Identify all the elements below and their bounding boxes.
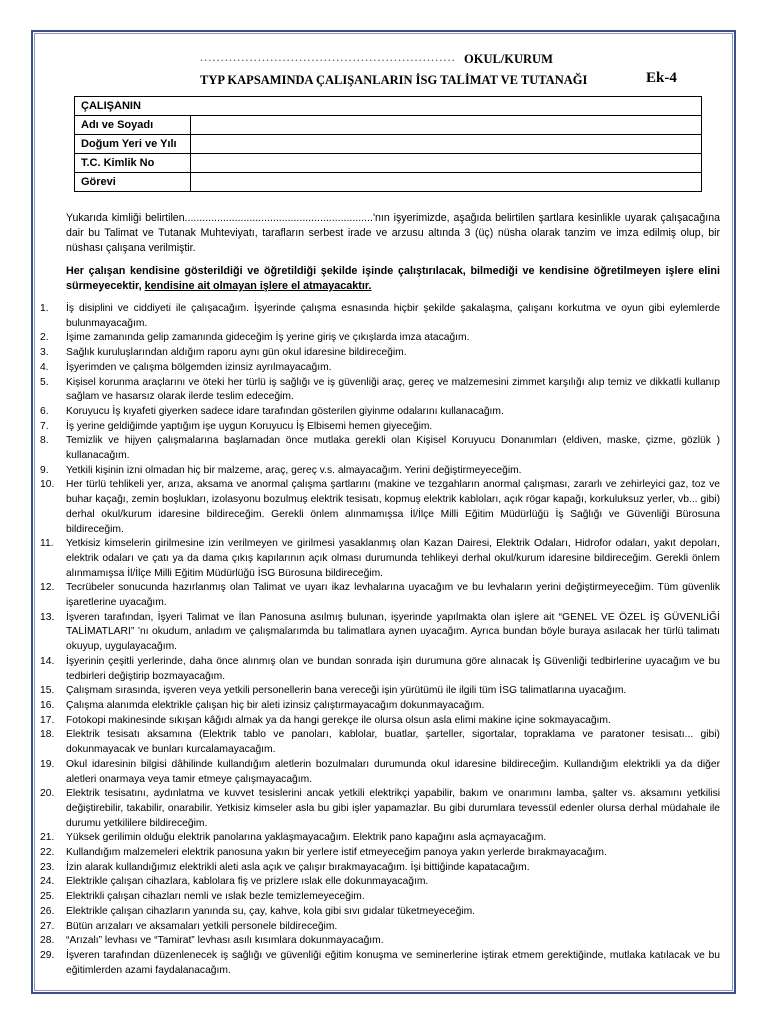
- rule-number: 24.: [40, 876, 55, 888]
- table-row: [75, 116, 702, 135]
- rule-number: 2.: [40, 332, 49, 344]
- rule-number: 1.: [40, 303, 49, 314]
- rule-number: 12.: [40, 582, 55, 594]
- rule-text: İşveren tarafından düzenlenecek iş sağlığı ve güvenliği eğitim konuşma ve seminerlerine iştirak etmem gerektiğinde, mutlaka katılacak ve bu eğitimlerden azami faydalanacağım.: [66, 949, 720, 976]
- rule-number: 8.: [40, 435, 49, 447]
- rule-number: 3.: [40, 347, 49, 359]
- bold-note: [66, 264, 720, 294]
- list-item: [40, 331, 720, 346]
- rule-text: Okul idaresinin bilgisi dâhilinde kullandığım aletlerin bozulmaları durumunda okul idaresine bildireceğim. Kullandığım elektrikli ya da diğer aletleri onarmaya veya tamir etmeye çalışmayacağım.: [66, 758, 720, 785]
- list-item: [40, 861, 720, 876]
- rule-text: İşyerinin çeşitli yerlerinde, daha önce alınmış olan ve bundan sonrada işin durumuna göre alınacak İş Güvenliği tedbirlerine uyacağım ve bu tedbirleri değiştirip bozmayacağım.: [66, 655, 720, 682]
- rule-number: 23.: [40, 861, 55, 873]
- rule-text: İşime zamanında gelip zamanında gideceğim İş yerine giriş ve çıkışlarda imza atacağım.: [66, 332, 470, 344]
- rule-text: Elektrik tesisatı aksamına (Elektrik tablo ve panoları, kablolar, buatlar, şarteller, sigortalar, topraklama ve paratoner tesisatı... gibi) dokunmayacak ve bunları kurcalamayacağım.: [66, 729, 720, 756]
- rule-number: 20.: [40, 788, 55, 800]
- institution-label: OKUL/KURUM: [464, 52, 553, 66]
- intro-paragraph: Yukarıda kimliği belirtilen................................................................'nın işyerimizde, aşağıda belirtilen şartlara kesinlikle uyarak çalışacağına dair bu Talimat ve Tutanak Muhteviyatı, tarafların serbest irade ve arzusu altında 3 (üç) nüsha olarak tanzim ve imza edilmiş olup, bir nüshası çalışana verilmiştir.: [66, 212, 720, 254]
- birth-field[interactable]: [191, 135, 702, 154]
- rule-text: İş disiplini ve ciddiyeti ile çalışacağım. İşyerinde çalışma esnasında hiçbir şekilde şakalaşma, çalışanı korkutma ve oyun gibi eylemlerde bulunmayacağım.: [66, 303, 720, 329]
- rule-number: 26.: [40, 905, 55, 917]
- list-item: [40, 831, 720, 846]
- list-item: [40, 684, 720, 699]
- list-item: [40, 890, 720, 905]
- rule-number: 14.: [40, 655, 55, 667]
- rule-text: Temizlik ve hijyen çalışmalarına başlamadan önce mutlaka gerekli olan Kişisel Koruyucu Donanımları (eldiven, maske, çizme, gözlük ) kullanacağım.: [66, 435, 720, 462]
- list-item: [40, 728, 720, 757]
- rule-number: 4.: [40, 361, 49, 373]
- rule-text: İş yerine geldiğimde yaptığım işe uygun Koruyucu İş Elbisemi hemen giyeceğim.: [66, 420, 433, 432]
- rule-text: Kişisel korunma araçlarını ve öteki her türlü iş sağlığı ve iş güvenliği araç, gereç ve malzemesini zimmet karşılığı alıp temiz ve dikkatli kullanıp sağlam ve hasarsız olarak ilerde teslim edeceğim.: [66, 376, 720, 403]
- rule-number: 5.: [40, 376, 49, 388]
- rule-text: Sağlık kuruluşlarından aldığım raporu aynı gün okul idaresine bildireceğim.: [66, 347, 407, 359]
- employee-section-label: ÇALIŞANIN: [75, 97, 702, 116]
- list-item: [40, 405, 720, 420]
- bold-note-underlined: kendisine ait olmayan işlere el atmayacaktır.: [144, 280, 372, 292]
- rule-text: İzin alarak kullandığımız elektrikli aleti asla açık ve çalışır bırakmayacağım. İşi bittiğinde kapatacağım.: [66, 861, 530, 873]
- rule-text: Bütün arızaları ve aksamaları yetkili personele bildireceğim.: [66, 920, 338, 932]
- bold-note-text: Her çalışan kendisine gösterildiği ve öğretildiği şekilde işinde çalıştırılacak, bilmediği ve kendisine öğretilmeyen işlere elini sürmeyecektir,: [66, 265, 720, 292]
- institution-dots: ..............................................................: [200, 50, 456, 64]
- rule-number: 29.: [40, 949, 55, 961]
- list-item: [40, 434, 720, 463]
- rule-number: 17.: [40, 714, 55, 726]
- row-label-id: T.C. Kimlik No: [75, 154, 191, 173]
- rule-number: 18.: [40, 729, 55, 741]
- employee-table: [74, 96, 702, 192]
- list-item: [40, 699, 720, 714]
- form-code: Ek-4: [646, 70, 677, 86]
- list-item: [40, 581, 720, 610]
- rule-number: 7.: [40, 420, 49, 432]
- table-row: [75, 135, 702, 154]
- list-item: [40, 302, 720, 331]
- list-item: [40, 934, 720, 949]
- rule-text: Her türlü tehlikeli yer, arıza, aksama ve anormal çalışma şartlarını (makine ve tezgahların anormal çalışması, zararlı ve zehirleyici gaz, toz ve buhar kaçağı, zemin boşlukları, izolasyonu bozulmuş elektrik tesisatı, kopmuş elektrik kabloları, açık rögar kapağı, korkuluksuz yerler, vb... gibi) derhal okul/kurum idaresine bildireceğim. Gerekli önlem alınmamışsa İl/İlçe Milli Eğitim Müdürlüğü İş Sağlığı ve Güvenliği Bürosuna bildireceğim.: [66, 479, 720, 535]
- list-item: [40, 787, 720, 831]
- list-item: [40, 949, 720, 978]
- rule-number: 25.: [40, 891, 55, 903]
- list-item: [40, 846, 720, 861]
- rule-text: Kullandığım malzemeleri elektrik panosuna yakın bir yerlere istif etmeyeceğim panoya yakın yerlerde bırakmayacağım.: [66, 847, 607, 859]
- rule-text: Yetkisiz kimselerin girilmesine izin verilmeyen ve girilmesi yasaklanmış olan Kazan Dairesi, Elektrik Odaları, Hidrofor odaları, yakıt depoları, elektrik odaları ve çatı ya da dama çıkış kapılarının açık olması durumunda tehlikeyi derhal okul/kurum idaresine bildireceğim. Gerekli önlem alınmamışsa İl/İlçe Milli Eğitim Müdürlüğü İSG Bürosuna bildireceğim.: [66, 538, 720, 579]
- list-item: [40, 920, 720, 935]
- employee-table-header-row: [75, 97, 702, 116]
- rule-text: “Arızalı” levhası ve “Tamirat” levhası asılı kısımlara dokunmayacağım.: [66, 935, 384, 947]
- rule-text: Fotokopi makinesinde sıkışan kâğıdı almak ya da hangi gerekçe ile olursa olsun asla elimi makine içine sokmayacağım.: [66, 714, 611, 726]
- list-item: [40, 346, 720, 361]
- table-row: [75, 154, 702, 173]
- list-item: [40, 537, 720, 581]
- list-item: [40, 478, 720, 537]
- list-item: [40, 714, 720, 729]
- rule-number: 28.: [40, 935, 55, 947]
- rule-text: Yüksek gerilimin olduğu elektrik panolarına yaklaşmayacağım. Elektrik pano kapağını asla açmayacağım.: [66, 832, 547, 844]
- list-item: [40, 464, 720, 479]
- rule-text: Elektrikle çalışan cihazlara, kablolara fiş ve prizlere ıslak elle dokunmayacağım.: [66, 876, 429, 888]
- rule-text: İşveren tarafından, İşyeri Talimat ve İlan Panosuna asılmış bulunan, işyerinde yapılmakta olan işlere ait “GENEL VE ÖZEL İŞ GÜVENLİĞİ TALİMATLARI” ’nı okudum, anladım ve çalışmalarımda bu talimatlara aynen uyacağım. Ayrıca bundan böyle buraya asılacak her türlü talimatı okuyup, uygulayacağım.: [66, 611, 720, 653]
- id-field[interactable]: [191, 154, 702, 173]
- rule-text: Koruyucu İş kıyafeti giyerken sadece idare tarafından gösterilen giyinme odalarını kullanacağım.: [66, 405, 504, 417]
- rule-number: 16.: [40, 699, 55, 711]
- rule-text: Yetkili kişinin izni olmadan hiç bir malzeme, araç, gereç v.s. almayacağım. Yerini değiştirmeyeceğim.: [66, 464, 522, 476]
- rule-number: 13.: [40, 611, 55, 623]
- list-item: [40, 361, 720, 376]
- rule-number: 10.: [40, 479, 55, 491]
- rules-list: [40, 302, 720, 978]
- name-field[interactable]: [191, 116, 702, 135]
- rule-text: Çalışma alanımda elektrikle çalışan hiç bir aleti izinsiz çalıştırmayacağım dokunmayacağım.: [66, 699, 485, 711]
- row-label-birth: Doğum Yeri ve Yılı: [75, 135, 191, 154]
- list-item: [40, 655, 720, 684]
- list-item: [40, 611, 720, 655]
- rule-number: 22.: [40, 847, 55, 859]
- list-item: [40, 376, 720, 405]
- rule-text: İşyerimden ve çalışma bölgemden izinsiz ayrılmayacağım.: [66, 361, 332, 373]
- rule-text: Tecrübeler sonucunda hazırlanmış olan Talimat ve uyarı ikaz levhalarına uyacağım ve bu levhaların yerini değiştirmeyeceğim. Tüm güvenlik işaretlerine uyacağım.: [66, 582, 720, 609]
- rule-number: 6.: [40, 405, 49, 417]
- list-item: [40, 875, 720, 890]
- rule-number: 9.: [40, 464, 49, 476]
- rule-text: Çalışmam sırasında, işveren veya yetkili personellerin bana vereceği işin yürütümü ile ilgili tüm İSG talimatlarına uyacağım.: [66, 685, 627, 697]
- row-label-position: Görevi: [75, 173, 191, 192]
- rule-number: 19.: [40, 758, 55, 770]
- rule-number: 27.: [40, 920, 55, 932]
- rule-text: Elektrik tesisatını, aydınlatma ve kuvvet tesislerini ancak yetkili elektrikçi yapabilir, bakım ve onarımını lamba, şalter vs. aksamını yetkilisi değiştirebilir, takabilir, onarabilir. Yetkisiz kimseler asla bu gibi işler yapamazlar. Bu gibi durumlara tevessül edenler olursa derhal müdahale ile durumu yetkililere bildireceğim.: [66, 788, 720, 829]
- rule-text: Elektrikle çalışan cihazların yanında su, çay, kahve, kola gibi sıvı gıdalar tüketmeyeceğim.: [66, 905, 476, 917]
- list-item: [40, 905, 720, 920]
- rule-number: 11.: [40, 538, 54, 550]
- list-item: [40, 420, 720, 435]
- row-label-name: Adı ve Soyadı: [75, 116, 191, 135]
- rule-text: Elektrikli çalışan cihazları nemli ve ıslak bezle temizlemeyeceğim.: [66, 891, 365, 903]
- list-item: [40, 758, 720, 787]
- position-field[interactable]: [191, 173, 702, 192]
- document-title: TYP KAPSAMINDA ÇALIŞANLARIN İSG TALİMAT VE TUTANAĞI: [200, 73, 588, 87]
- rule-number: 15.: [40, 685, 55, 697]
- table-row: [75, 173, 702, 192]
- rule-number: 21.: [40, 832, 55, 844]
